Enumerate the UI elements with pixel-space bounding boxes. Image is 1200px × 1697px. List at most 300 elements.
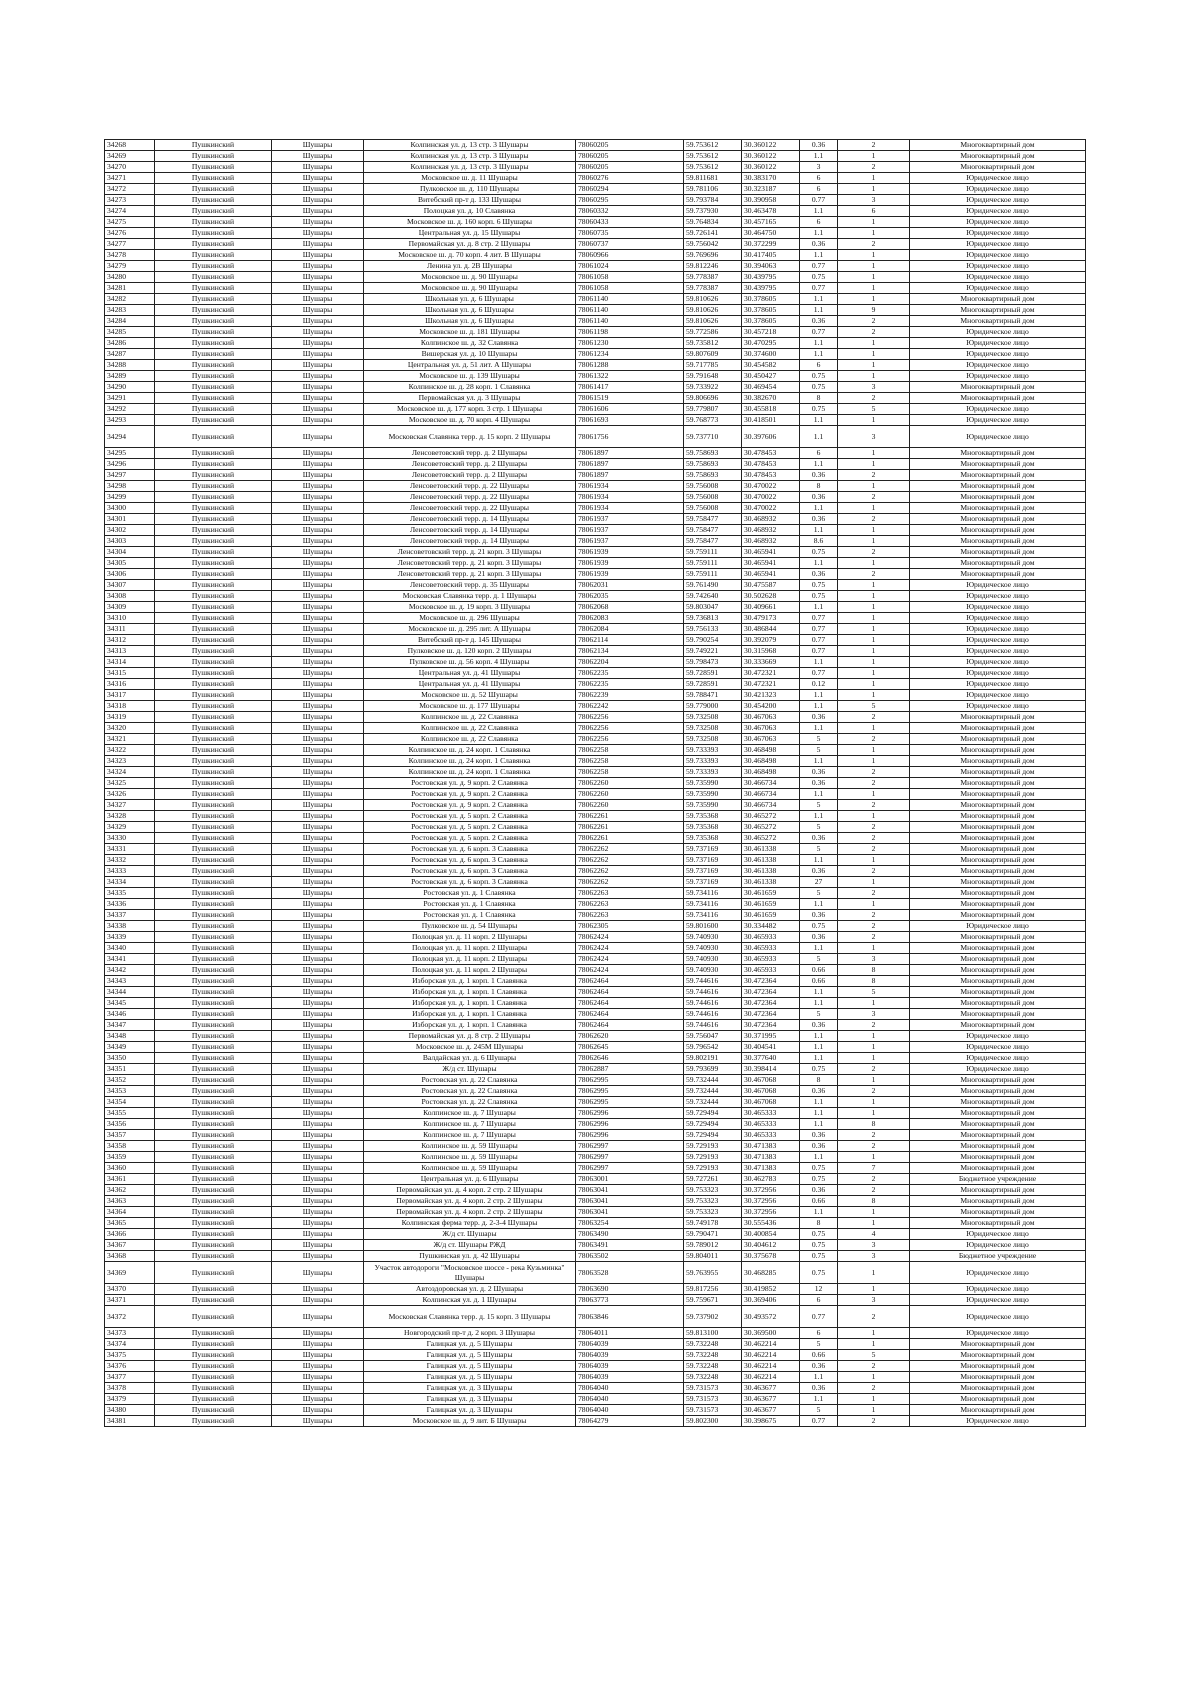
cell-record-id: 34325 xyxy=(105,778,155,789)
cell-code: 78062258 xyxy=(576,756,684,767)
cell-code: 78061934 xyxy=(576,503,684,514)
cell-record-id: 34330 xyxy=(105,833,155,844)
cell-code: 78063502 xyxy=(576,1251,684,1262)
cell-record-id: 34354 xyxy=(105,1097,155,1108)
cell-customer-type: Юридическое лицо xyxy=(910,1053,1086,1064)
cell-volume: 1.1 xyxy=(800,723,838,734)
cell-customer-type: Многоквартирный дом xyxy=(910,316,1086,327)
cell-volume: 0.77 xyxy=(800,646,838,657)
cell-longitude: 30.461659 xyxy=(742,910,800,921)
cell-code: 78064040 xyxy=(576,1383,684,1394)
cell-count: 1 xyxy=(838,525,910,536)
cell-volume: 0.36 xyxy=(800,140,838,151)
cell-address: Колпинское ш. д. 59 Шушары xyxy=(364,1152,576,1163)
table-row xyxy=(105,1086,1086,1097)
cell-code: 78062464 xyxy=(576,987,684,998)
cell-settlement: Шушары xyxy=(272,767,364,778)
cell-volume: 0.36 xyxy=(800,833,838,844)
cell-latitude: 59.735990 xyxy=(684,778,742,789)
cell-latitude: 59.734116 xyxy=(684,899,742,910)
cell-code: 78062997 xyxy=(576,1152,684,1163)
cell-longitude: 30.472364 xyxy=(742,1009,800,1020)
cell-latitude: 59.802191 xyxy=(684,1053,742,1064)
cell-latitude: 59.768773 xyxy=(684,415,742,426)
cell-volume: 0.12 xyxy=(800,679,838,690)
cell-district: Пушкинский xyxy=(155,602,272,613)
cell-settlement: Шушары xyxy=(272,349,364,360)
cell-latitude: 59.759111 xyxy=(684,558,742,569)
cell-volume: 0.75 xyxy=(800,547,838,558)
table-row xyxy=(105,1042,1086,1053)
table-row xyxy=(105,965,1086,976)
cell-longitude: 30.378605 xyxy=(742,294,800,305)
cell-customer-type: Многоквартирный дом xyxy=(910,800,1086,811)
cell-customer-type: Многоквартирный дом xyxy=(910,1009,1086,1020)
table-row xyxy=(105,459,1086,470)
cell-code: 78062235 xyxy=(576,668,684,679)
cell-code: 78061897 xyxy=(576,459,684,470)
cell-address: Галицкая ул. д. 5 Шушары xyxy=(364,1361,576,1372)
cell-count: 2 xyxy=(838,734,910,745)
cell-code: 78061140 xyxy=(576,294,684,305)
cell-longitude: 30.472321 xyxy=(742,679,800,690)
cell-code: 78062997 xyxy=(576,1163,684,1174)
cell-longitude: 30.462214 xyxy=(742,1339,800,1350)
cell-district: Пушкинский xyxy=(155,470,272,481)
cell-record-id: 34287 xyxy=(105,349,155,360)
cell-latitude: 59.756008 xyxy=(684,492,742,503)
cell-longitude: 30.472364 xyxy=(742,987,800,998)
cell-district: Пушкинский xyxy=(155,360,272,371)
cell-district: Пушкинский xyxy=(155,162,272,173)
cell-volume: 0.36 xyxy=(800,492,838,503)
cell-customer-type: Юридическое лицо xyxy=(910,635,1086,646)
cell-code: 78062263 xyxy=(576,888,684,899)
cell-settlement: Шушары xyxy=(272,679,364,690)
table-row xyxy=(105,492,1086,503)
cell-address: Ростовская ул. д. 9 корп. 2 Славянка xyxy=(364,800,576,811)
cell-volume: 0.36 xyxy=(800,866,838,877)
cell-code: 78064039 xyxy=(576,1361,684,1372)
cell-longitude: 30.462214 xyxy=(742,1350,800,1361)
cell-customer-type: Многоквартирный дом xyxy=(910,877,1086,888)
cell-longitude: 30.390958 xyxy=(742,195,800,206)
table-row xyxy=(105,1185,1086,1196)
cell-longitude: 30.419852 xyxy=(742,1284,800,1295)
cell-district: Пушкинский xyxy=(155,459,272,470)
cell-address: Колпинское ш. д. 7 Шушары xyxy=(364,1108,576,1119)
cell-address: Галицкая ул. д. 3 Шушары xyxy=(364,1383,576,1394)
cell-latitude: 59.779000 xyxy=(684,701,742,712)
cell-settlement: Шушары xyxy=(272,1284,364,1295)
cell-record-id: 34310 xyxy=(105,613,155,624)
table-row xyxy=(105,756,1086,767)
cell-record-id: 34289 xyxy=(105,371,155,382)
cell-latitude: 59.758693 xyxy=(684,470,742,481)
cell-customer-type: Многоквартирный дом xyxy=(910,734,1086,745)
cell-longitude: 30.468932 xyxy=(742,536,800,547)
cell-volume: 0.75 xyxy=(800,1262,838,1284)
cell-address: Ленсоветовский терр. д. 2 Шушары xyxy=(364,470,576,481)
table-row xyxy=(105,261,1086,272)
cell-address: Московское ш. д. 19 корп. 3 Шушары xyxy=(364,602,576,613)
cell-count: 1 xyxy=(838,877,910,888)
cell-count: 1 xyxy=(838,1262,910,1284)
table-row xyxy=(105,723,1086,734)
cell-longitude: 30.467063 xyxy=(742,712,800,723)
cell-settlement: Шушары xyxy=(272,1328,364,1339)
cell-count: 3 xyxy=(838,426,910,448)
cell-latitude: 59.781106 xyxy=(684,184,742,195)
cell-settlement: Шушары xyxy=(272,888,364,899)
table-row xyxy=(105,657,1086,668)
table-row xyxy=(105,514,1086,525)
cell-code: 78062263 xyxy=(576,899,684,910)
cell-code: 78062645 xyxy=(576,1042,684,1053)
cell-count: 1 xyxy=(838,338,910,349)
cell-longitude: 30.378605 xyxy=(742,305,800,316)
cell-settlement: Шушары xyxy=(272,1108,364,1119)
cell-longitude: 30.468285 xyxy=(742,1262,800,1284)
cell-district: Пушкинский xyxy=(155,492,272,503)
cell-volume: 0.36 xyxy=(800,1086,838,1097)
cell-count: 3 xyxy=(838,954,910,965)
cell-address: Ленсоветовский терр. д. 22 Шушары xyxy=(364,492,576,503)
cell-settlement: Шушары xyxy=(272,338,364,349)
cell-latitude: 59.811681 xyxy=(684,173,742,184)
cell-longitude: 30.472364 xyxy=(742,998,800,1009)
cell-address: Московское ш. д. 181 Шушары xyxy=(364,327,576,338)
cell-customer-type: Многоквартирный дом xyxy=(910,855,1086,866)
cell-latitude: 59.801600 xyxy=(684,921,742,932)
cell-record-id: 34288 xyxy=(105,360,155,371)
cell-district: Пушкинский xyxy=(155,184,272,195)
table-row xyxy=(105,382,1086,393)
cell-address: Московское ш. д. 177 Шушары xyxy=(364,701,576,712)
table-row xyxy=(105,635,1086,646)
cell-latitude: 59.756042 xyxy=(684,239,742,250)
cell-record-id: 34272 xyxy=(105,184,155,195)
cell-longitude: 30.383170 xyxy=(742,173,800,184)
cell-district: Пушкинский xyxy=(155,910,272,921)
data-sheet xyxy=(104,139,1085,1427)
cell-settlement: Шушары xyxy=(272,393,364,404)
cell-customer-type: Юридическое лицо xyxy=(910,580,1086,591)
cell-volume: 1.1 xyxy=(800,426,838,448)
cell-code: 78062256 xyxy=(576,712,684,723)
table-row xyxy=(105,767,1086,778)
cell-settlement: Шушары xyxy=(272,228,364,239)
cell-longitude: 30.372956 xyxy=(742,1185,800,1196)
cell-volume: 0.75 xyxy=(800,1163,838,1174)
cell-address: Ленсоветовский терр. д. 14 Шушары xyxy=(364,536,576,547)
cell-settlement: Шушары xyxy=(272,965,364,976)
cell-district: Пушкинский xyxy=(155,415,272,426)
cell-code: 78063491 xyxy=(576,1240,684,1251)
cell-latitude: 59.793784 xyxy=(684,195,742,206)
cell-district: Пушкинский xyxy=(155,338,272,349)
cell-settlement: Шушары xyxy=(272,162,364,173)
cell-address: Московское ш. д. 245M Шушары xyxy=(364,1042,576,1053)
cell-longitude: 30.468932 xyxy=(742,514,800,525)
cell-count: 1 xyxy=(838,1328,910,1339)
table-row xyxy=(105,866,1086,877)
cell-customer-type: Многоквартирный дом xyxy=(910,723,1086,734)
cell-count: 2 xyxy=(838,1361,910,1372)
cell-longitude: 30.421323 xyxy=(742,690,800,701)
cell-settlement: Шушары xyxy=(272,1097,364,1108)
cell-district: Пушкинский xyxy=(155,800,272,811)
table-row xyxy=(105,954,1086,965)
cell-settlement: Шушары xyxy=(272,877,364,888)
cell-customer-type: Юридическое лицо xyxy=(910,426,1086,448)
cell-settlement: Шушары xyxy=(272,492,364,503)
cell-longitude: 30.468498 xyxy=(742,767,800,778)
table-row xyxy=(105,1350,1086,1361)
cell-district: Пушкинский xyxy=(155,943,272,954)
cell-latitude: 59.717785 xyxy=(684,360,742,371)
cell-settlement: Шушары xyxy=(272,1020,364,1031)
cell-latitude: 59.778387 xyxy=(684,272,742,283)
cell-district: Пушкинский xyxy=(155,965,272,976)
cell-district: Пушкинский xyxy=(155,1031,272,1042)
cell-settlement: Шушары xyxy=(272,360,364,371)
cell-count: 2 xyxy=(838,844,910,855)
cell-latitude: 59.728591 xyxy=(684,668,742,679)
cell-volume: 1.1 xyxy=(800,602,838,613)
cell-code: 78062239 xyxy=(576,690,684,701)
cell-longitude: 30.375678 xyxy=(742,1251,800,1262)
cell-count: 1 xyxy=(838,1372,910,1383)
cell-customer-type: Юридическое лицо xyxy=(910,283,1086,294)
cell-latitude: 59.731573 xyxy=(684,1405,742,1416)
cell-record-id: 34338 xyxy=(105,921,155,932)
cell-volume: 0.77 xyxy=(800,1306,838,1328)
cell-longitude: 30.471383 xyxy=(742,1163,800,1174)
cell-count: 1 xyxy=(838,503,910,514)
cell-customer-type: Юридическое лицо xyxy=(910,679,1086,690)
table-row xyxy=(105,228,1086,239)
cell-customer-type: Юридическое лицо xyxy=(910,327,1086,338)
cell-longitude: 30.455818 xyxy=(742,404,800,415)
cell-district: Пушкинский xyxy=(155,1097,272,1108)
cell-district: Пушкинский xyxy=(155,536,272,547)
cell-code: 78062263 xyxy=(576,910,684,921)
cell-volume: 6 xyxy=(800,1295,838,1306)
cell-settlement: Шушары xyxy=(272,206,364,217)
cell-code: 78062031 xyxy=(576,580,684,591)
cell-record-id: 34333 xyxy=(105,866,155,877)
cell-district: Пушкинский xyxy=(155,921,272,932)
cell-customer-type: Многоквартирный дом xyxy=(910,514,1086,525)
cell-latitude: 59.733393 xyxy=(684,745,742,756)
cell-address: Колпинское ш. д. 59 Шушары xyxy=(364,1163,576,1174)
cell-latitude: 59.758477 xyxy=(684,536,742,547)
cell-district: Пушкинский xyxy=(155,1262,272,1284)
cell-address: Колпинская ул. д. 13 стр. 3 Шушары xyxy=(364,162,576,173)
cell-district: Пушкинский xyxy=(155,547,272,558)
cell-code: 78064011 xyxy=(576,1328,684,1339)
cell-count: 1 xyxy=(838,668,910,679)
cell-district: Пушкинский xyxy=(155,1009,272,1020)
cell-customer-type: Юридическое лицо xyxy=(910,657,1086,668)
cell-record-id: 34336 xyxy=(105,899,155,910)
cell-longitude: 30.555436 xyxy=(742,1218,800,1229)
cell-settlement: Шушары xyxy=(272,954,364,965)
cell-count: 2 xyxy=(838,514,910,525)
cell-record-id: 34366 xyxy=(105,1229,155,1240)
cell-latitude: 59.732508 xyxy=(684,723,742,734)
cell-record-id: 34273 xyxy=(105,195,155,206)
cell-settlement: Шушары xyxy=(272,1053,364,1064)
cell-latitude: 59.735368 xyxy=(684,833,742,844)
cell-record-id: 34278 xyxy=(105,250,155,261)
cell-settlement: Шушары xyxy=(272,1218,364,1229)
cell-record-id: 34349 xyxy=(105,1042,155,1053)
table-row xyxy=(105,1130,1086,1141)
cell-customer-type: Многоквартирный дом xyxy=(910,1196,1086,1207)
table-row xyxy=(105,690,1086,701)
cell-latitude: 59.727261 xyxy=(684,1174,742,1185)
cell-count: 3 xyxy=(838,1295,910,1306)
cell-count: 1 xyxy=(838,580,910,591)
cell-customer-type: Многоквартирный дом xyxy=(910,151,1086,162)
cell-settlement: Шушары xyxy=(272,987,364,998)
table-row xyxy=(105,1405,1086,1416)
cell-count: 1 xyxy=(838,591,910,602)
cell-count: 2 xyxy=(838,569,910,580)
cell-code: 78062305 xyxy=(576,921,684,932)
cell-customer-type: Многоквартирный дом xyxy=(910,866,1086,877)
table-row xyxy=(105,1108,1086,1119)
cell-settlement: Шушары xyxy=(272,1174,364,1185)
cell-code: 78063528 xyxy=(576,1262,684,1284)
cell-latitude: 59.733393 xyxy=(684,767,742,778)
cell-address: Школьная ул. д. 6 Шушары xyxy=(364,316,576,327)
cell-record-id: 34361 xyxy=(105,1174,155,1185)
cell-longitude: 30.398675 xyxy=(742,1416,800,1427)
cell-count: 1 xyxy=(838,481,910,492)
cell-district: Пушкинский xyxy=(155,217,272,228)
cell-latitude: 59.793699 xyxy=(684,1064,742,1075)
cell-address: Первомайская ул. д. 8 стр. 2 Шушары xyxy=(364,239,576,250)
table-row xyxy=(105,646,1086,657)
cell-latitude: 59.764834 xyxy=(684,217,742,228)
cell-settlement: Шушары xyxy=(272,547,364,558)
cell-customer-type: Многоквартирный дом xyxy=(910,382,1086,393)
cell-code: 78062256 xyxy=(576,723,684,734)
cell-settlement: Шушары xyxy=(272,1042,364,1053)
cell-settlement: Шушары xyxy=(272,822,364,833)
cell-code: 78064279 xyxy=(576,1416,684,1427)
cell-code: 78062464 xyxy=(576,976,684,987)
cell-count: 1 xyxy=(838,789,910,800)
cell-longitude: 30.409661 xyxy=(742,602,800,613)
cell-longitude: 30.369500 xyxy=(742,1328,800,1339)
cell-count: 8 xyxy=(838,976,910,987)
cell-latitude: 59.740930 xyxy=(684,965,742,976)
cell-record-id: 34281 xyxy=(105,283,155,294)
cell-latitude: 59.753323 xyxy=(684,1185,742,1196)
table-row xyxy=(105,855,1086,866)
table-row xyxy=(105,1383,1086,1394)
table-row xyxy=(105,888,1086,899)
cell-volume: 6 xyxy=(800,448,838,459)
cell-address: Центральная ул. д. 41 Шушары xyxy=(364,668,576,679)
cell-settlement: Шушары xyxy=(272,272,364,283)
cell-code: 78062258 xyxy=(576,745,684,756)
cell-customer-type: Многоквартирный дом xyxy=(910,712,1086,723)
cell-latitude: 59.806696 xyxy=(684,393,742,404)
cell-code: 78062084 xyxy=(576,624,684,635)
cell-settlement: Шушары xyxy=(272,316,364,327)
cell-settlement: Шушары xyxy=(272,932,364,943)
cell-longitude: 30.478453 xyxy=(742,448,800,459)
cell-record-id: 34369 xyxy=(105,1262,155,1284)
cell-address: Школьная ул. д. 6 Шушары xyxy=(364,305,576,316)
cell-longitude: 30.461659 xyxy=(742,888,800,899)
cell-volume: 12 xyxy=(800,1284,838,1295)
cell-longitude: 30.465941 xyxy=(742,569,800,580)
cell-customer-type: Многоквартирный дом xyxy=(910,844,1086,855)
cell-code: 78061937 xyxy=(576,536,684,547)
cell-address: Ростовская ул. д. 6 корп. 3 Славянка xyxy=(364,866,576,877)
cell-code: 78062646 xyxy=(576,1053,684,1064)
cell-longitude: 30.467063 xyxy=(742,734,800,745)
cell-address: Витебский пр-т д. 145 Шушары xyxy=(364,635,576,646)
cell-volume: 6 xyxy=(800,217,838,228)
cell-district: Пушкинский xyxy=(155,327,272,338)
cell-latitude: 59.732248 xyxy=(684,1339,742,1350)
cell-latitude: 59.790471 xyxy=(684,1229,742,1240)
cell-customer-type: Многоквартирный дом xyxy=(910,503,1086,514)
cell-district: Пушкинский xyxy=(155,558,272,569)
cell-customer-type: Многоквартирный дом xyxy=(910,1339,1086,1350)
cell-record-id: 34269 xyxy=(105,151,155,162)
cell-customer-type: Многоквартирный дом xyxy=(910,778,1086,789)
table-row xyxy=(105,877,1086,888)
table-row xyxy=(105,800,1086,811)
cell-latitude: 59.778387 xyxy=(684,283,742,294)
cell-longitude: 30.471383 xyxy=(742,1141,800,1152)
cell-volume: 0.75 xyxy=(800,1064,838,1075)
cell-latitude: 59.759111 xyxy=(684,547,742,558)
cell-district: Пушкинский xyxy=(155,1240,272,1251)
cell-longitude: 30.465933 xyxy=(742,932,800,943)
cell-address: Ленсоветовский терр. д. 2 Шушары xyxy=(364,459,576,470)
cell-settlement: Шушары xyxy=(272,602,364,613)
cell-longitude: 30.404541 xyxy=(742,1042,800,1053)
cell-count: 1 xyxy=(838,448,910,459)
cell-settlement: Шушары xyxy=(272,195,364,206)
cell-longitude: 30.360122 xyxy=(742,162,800,173)
cell-settlement: Шушары xyxy=(272,1163,364,1174)
cell-customer-type: Юридическое лицо xyxy=(910,250,1086,261)
cell-settlement: Шушары xyxy=(272,745,364,756)
cell-address: Колпинское ш. д. 22 Славянка xyxy=(364,712,576,723)
cell-longitude: 30.465933 xyxy=(742,965,800,976)
cell-volume: 5 xyxy=(800,822,838,833)
cell-customer-type: Многоквартирный дом xyxy=(910,1163,1086,1174)
cell-customer-type: Юридическое лицо xyxy=(910,1042,1086,1053)
cell-latitude: 59.789012 xyxy=(684,1240,742,1251)
cell-latitude: 59.732444 xyxy=(684,1075,742,1086)
cell-volume: 0.75 xyxy=(800,580,838,591)
cell-longitude: 30.394063 xyxy=(742,261,800,272)
cell-customer-type: Многоквартирный дом xyxy=(910,756,1086,767)
table-row xyxy=(105,481,1086,492)
cell-longitude: 30.493572 xyxy=(742,1306,800,1328)
